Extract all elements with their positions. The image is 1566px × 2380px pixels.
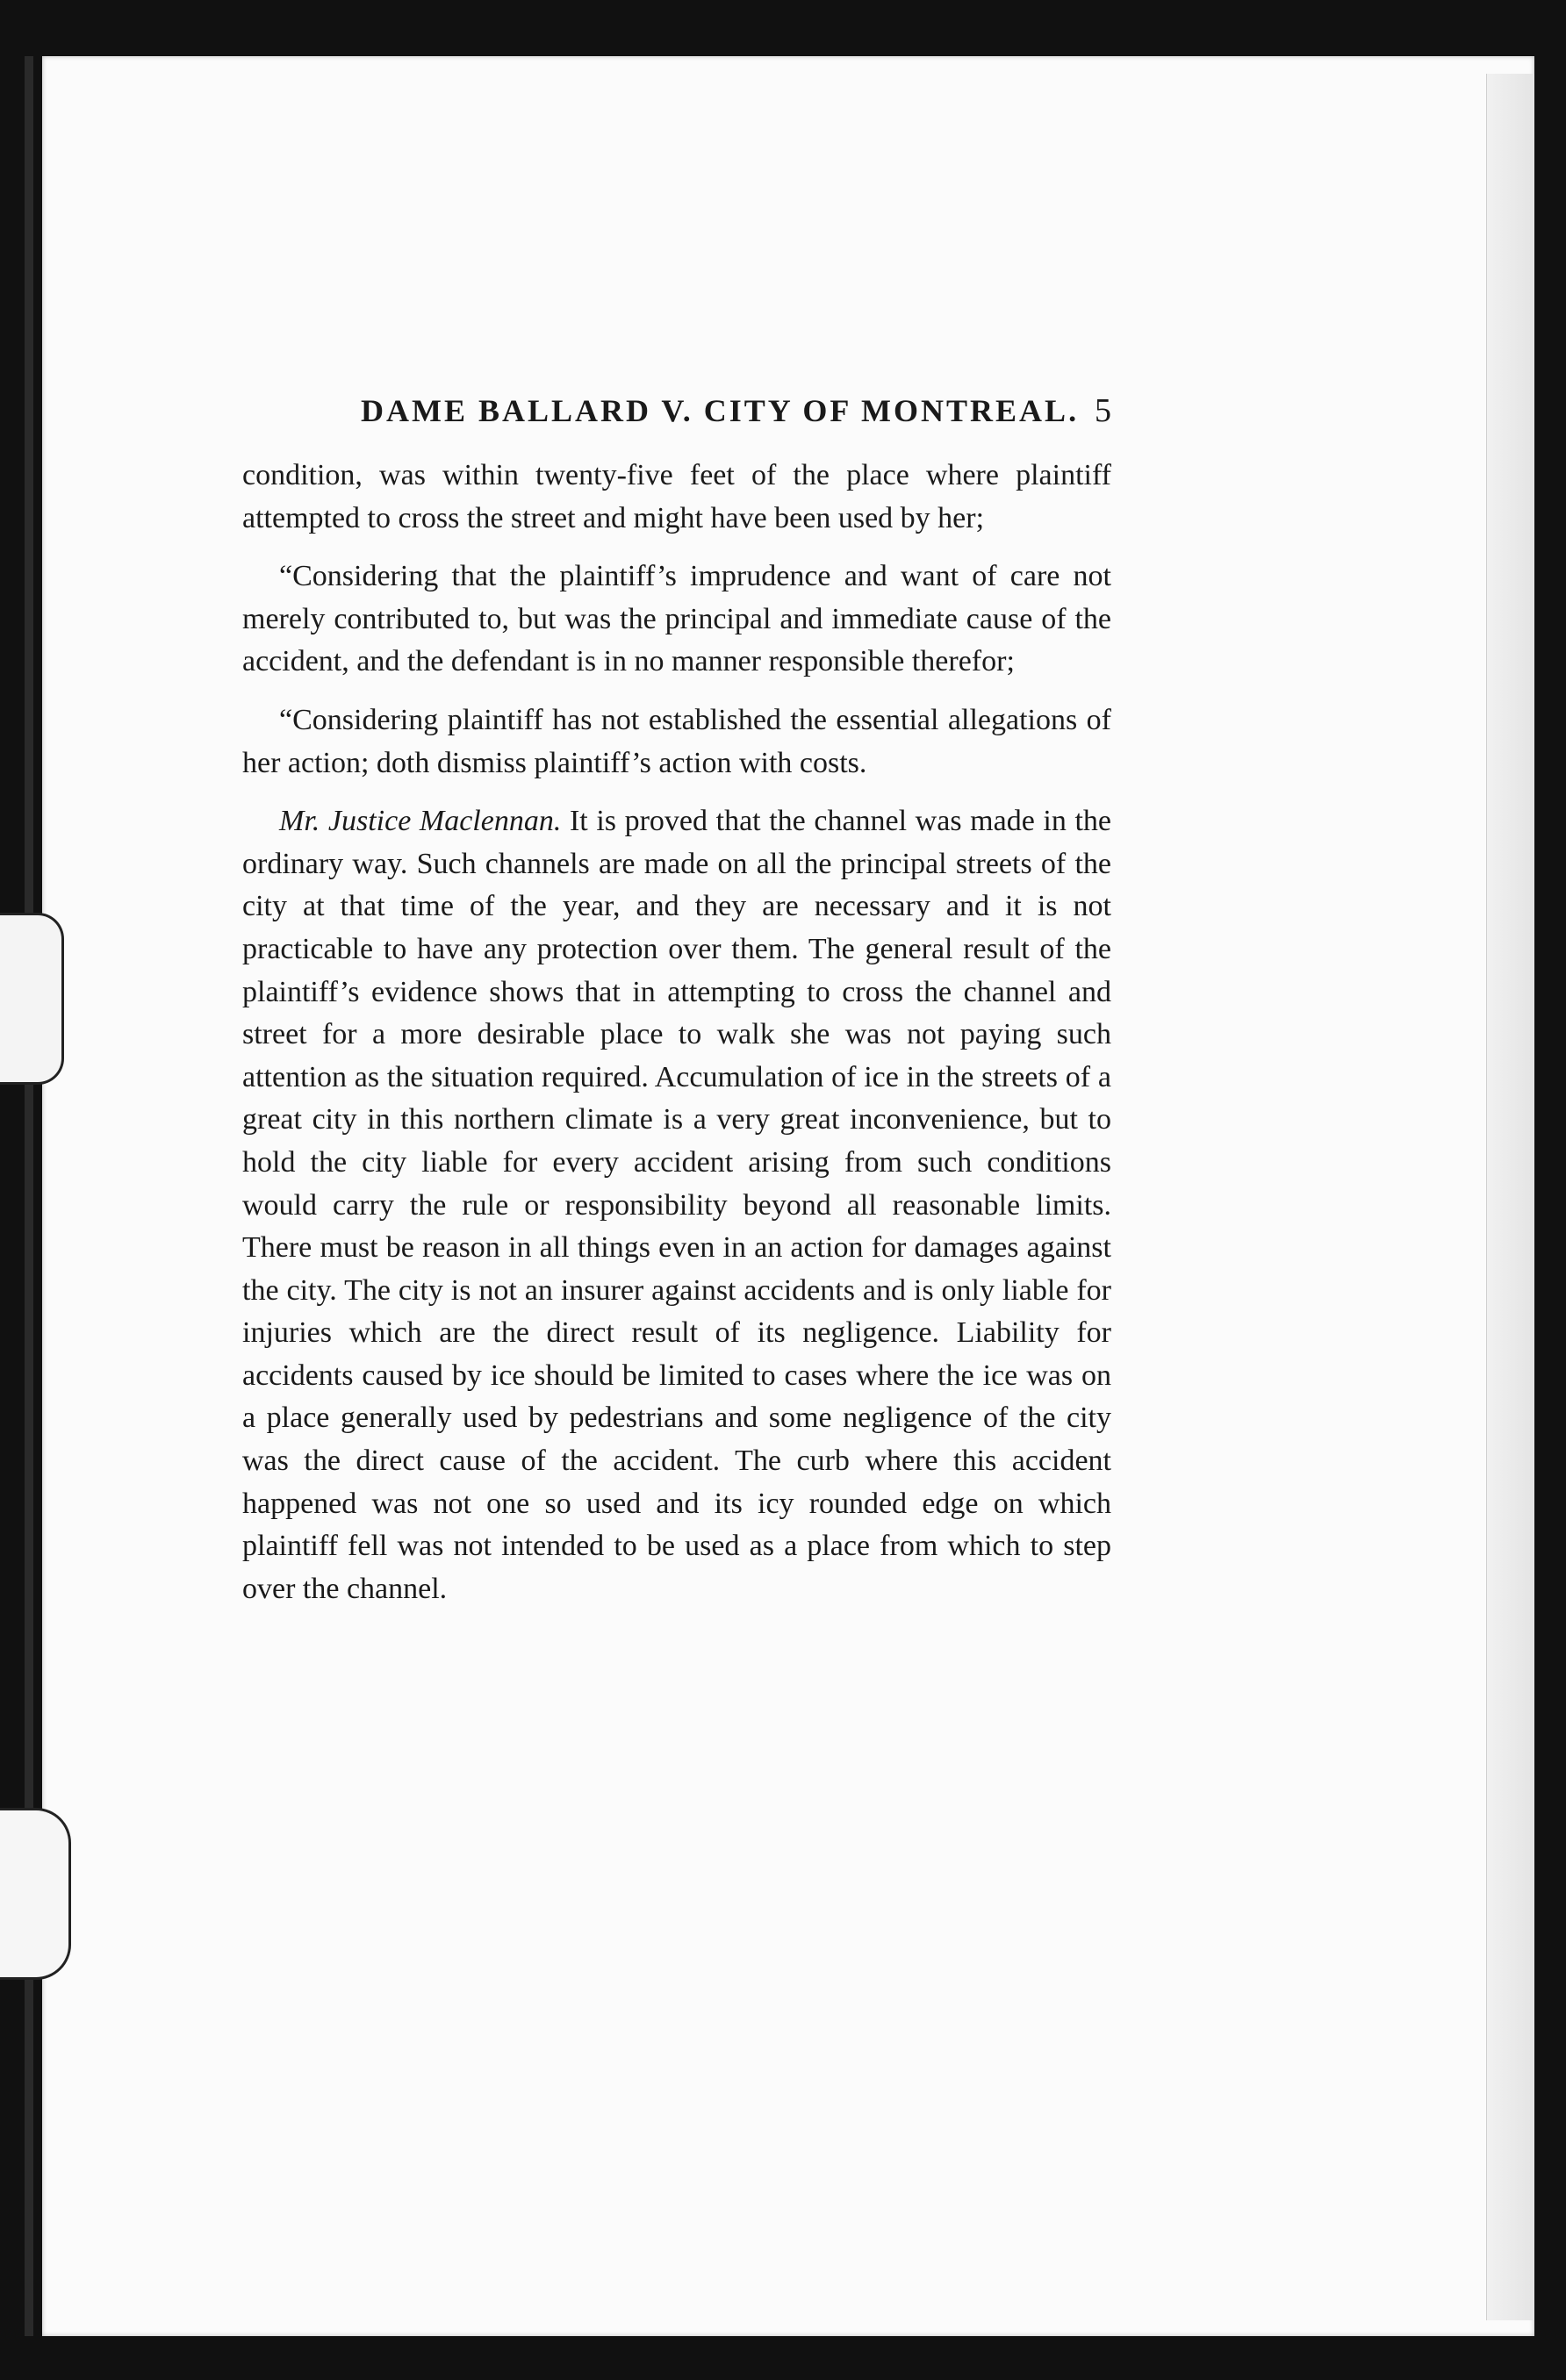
running-head-title: DAME BALLARD V. CITY OF MONTREAL. — [361, 393, 1080, 428]
page-text-block — [242, 391, 1111, 1626]
paragraph-considering-imprudence: “Considering that the plaintiff’s imprudence and want of care not merely contributed to, but was the principal and immediate cause of the accident, and the defendant is in no manner responsible therefor; — [242, 560, 1111, 678]
opinion-text: It is proved that the channel was made in the ordinary way. Such channels are made on all the principal streets of the city at that time of the year, and they are necessary and it is not practicable to have any protection over them. The general result of the plaintiff’s evidence shows that in attempting to cross the channel and street for a more desirable place to walk she was not paying such attention as the situation required. Accumulation of ice in the streets of a great city in this northern climate is a very great inconvenience, but to hold the city liable for every accident arising from such conditions would carry the rule or responsibility beyond all reasonable limits. There must be reason in all things even in an action for damages against the city. The city is not an insurer against accidents and is only liable for injuries which are the direct result of its negligence. Liability for accidents caused by ice should be limited to cases where the ice was on a place generally used by pedestrians and some negligence of the city was the direct cause of the accident. The curb where this accident happened was not one so used and its icy rounded edge on which plaintiff fell was not intended to be used as a place from which to step over the channel. — [242, 805, 1111, 1605]
torn-tab-top — [0, 913, 64, 1085]
page-edge — [1486, 74, 1534, 2320]
paragraph-condition: condition, was within twenty-five feet of the place where plaintiff attempted to cross the street and might have been used by her; — [242, 459, 1111, 534]
binding-strip — [25, 56, 33, 2336]
running-head — [242, 391, 1111, 430]
paragraph-considering-dismiss: “Considering plaintiff has not established the essential allegations of her action; doth dismiss plaintiff’s action with costs. — [242, 703, 1111, 779]
paragraph-opinion — [242, 800, 1111, 1610]
judge-name: Mr. Justice Maclennan. — [279, 805, 562, 838]
torn-tab-bottom — [0, 1808, 71, 1980]
page-number: 5 — [1095, 392, 1111, 429]
